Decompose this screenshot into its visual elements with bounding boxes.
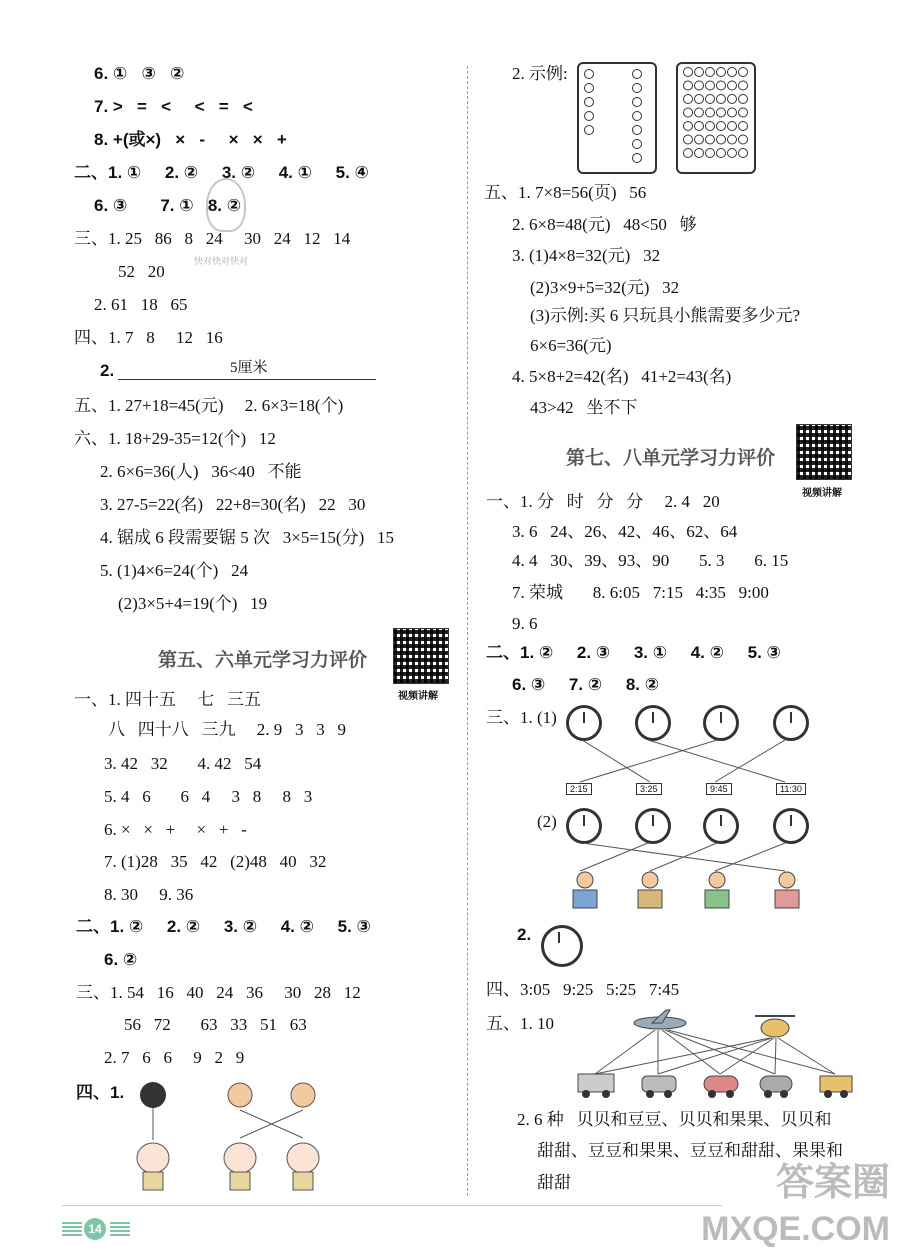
child-icon	[705, 872, 729, 908]
answer-line: 2. 7 6 6 9 2 9	[104, 1048, 245, 1067]
dot-arrays	[577, 62, 753, 172]
clock-icon	[703, 808, 739, 844]
child-icon	[573, 872, 597, 908]
answer-line: 三、1. 54 16 40 24 36 30 28 12	[76, 983, 361, 1002]
answer-line: 9. 6	[512, 614, 538, 633]
dot	[728, 68, 737, 77]
time-box: 11:30	[776, 783, 806, 795]
dot	[717, 68, 726, 77]
answer-line: 56 72 63 33 51 63	[124, 1015, 307, 1034]
answer-line: 6×6=36(元)	[530, 336, 612, 355]
pig-icon	[287, 1143, 319, 1173]
truck-icon	[578, 1074, 614, 1098]
dot	[728, 95, 737, 104]
footer-decoration	[62, 1222, 82, 1236]
dot	[684, 108, 693, 117]
dot	[706, 68, 715, 77]
dot	[695, 149, 704, 158]
answer-line: 3. 6 24、26、42、46、62、64	[512, 522, 738, 541]
dot	[695, 81, 704, 90]
page-number: 14	[84, 1218, 106, 1240]
answer-line: 6. × × + × + -	[104, 820, 247, 839]
answer-line: 甜甜、豆豆和果果、豆豆和甜甜、果果和	[537, 1141, 843, 1160]
footer-rule	[62, 1205, 722, 1206]
dot	[706, 108, 715, 117]
pig-icon	[137, 1143, 169, 1173]
dot	[717, 95, 726, 104]
dot	[695, 135, 704, 144]
dot	[706, 135, 715, 144]
answer-line: 六、1. 18+29-35=12(个) 12	[74, 429, 276, 448]
answer-line: (2)	[537, 812, 557, 831]
answer-line: 2. 6×6=36(人) 36<40 不能	[100, 462, 302, 481]
dot	[728, 135, 737, 144]
answer-line: 五、1. 27+18=45(元) 2. 6×3=18(个)	[74, 396, 344, 415]
dot	[695, 95, 704, 104]
dot	[695, 108, 704, 117]
watermark-url: MXQE.COM	[701, 1210, 890, 1248]
answer-line: 4. 锯成 6 段需要锯 5 次 3×5=15(分) 15	[100, 528, 394, 547]
dot	[585, 112, 594, 121]
dot	[585, 70, 594, 79]
answer-line: 八 四十八 三九 2. 9 3 3 9	[108, 720, 346, 739]
section-title: 第七、八单元学习力评价	[566, 448, 776, 469]
page-footer	[62, 1218, 182, 1240]
answer-line: 2.	[100, 361, 115, 380]
answer-line: 甜甜	[537, 1173, 571, 1192]
dot	[633, 140, 642, 149]
answer-line: 4. 4 30、39、93、90 5. 3 6. 15	[512, 551, 789, 570]
dot	[717, 122, 726, 131]
clock-icon	[773, 705, 809, 741]
dot	[684, 135, 693, 144]
answer-line: 5. (1)4×6=24(个) 24	[100, 561, 249, 580]
matching-lines	[560, 740, 820, 784]
bulldozer-icon	[820, 1076, 852, 1098]
qr-caption: 视频讲解	[802, 488, 842, 499]
answer-line: 6. ③ 7. ② 8. ②	[512, 675, 660, 694]
car-icon	[760, 1076, 792, 1098]
qr-code[interactable]	[796, 424, 852, 480]
answer-line: 三、1. (1)	[486, 708, 557, 727]
column-divider	[467, 66, 468, 1196]
clock-icon	[703, 705, 739, 741]
answer-line: 2.	[517, 925, 532, 944]
answer-line: (3)示例:买 6 只玩具小熊需要多少元?	[530, 306, 801, 325]
helicopter-icon	[755, 1016, 795, 1037]
answer-line: 一、1. 分 时 分 分 2. 4 20	[486, 492, 720, 511]
dot	[717, 81, 726, 90]
answer-line: 6. ②	[104, 950, 138, 969]
clock-icon	[541, 925, 583, 967]
answer-line: 6. ① ③ ②	[94, 64, 185, 83]
section-title: 第五、六单元学习力评价	[158, 650, 368, 671]
answer-line: 四、1.	[76, 1083, 125, 1102]
clock-icon	[566, 705, 602, 741]
answer-line: 3. (1)4×8=32(元) 32	[512, 246, 661, 265]
time-box: 9:45	[706, 783, 732, 795]
answer-line: 五、1. 7×8=56(页) 56	[484, 183, 647, 202]
dot	[739, 122, 748, 131]
child-icon	[775, 872, 799, 908]
answer-line: 2. 示例:	[512, 64, 568, 83]
answer-line: 7. 荣城 8. 6:05 7:15 4:35 9:00	[512, 583, 769, 602]
stamp-logo: 快对快对快对	[192, 178, 264, 278]
answer-line: 3. 27-5=22(名) 22+8=30(名) 22 30	[100, 495, 366, 514]
answer-line: 二、1. ① 2. ② 3. ② 4. ① 5. ④	[74, 163, 369, 182]
dot	[695, 122, 704, 131]
dot	[717, 149, 726, 158]
answer-line: 二、1. ② 2. ③ 3. ① 4. ② 5. ③	[486, 643, 781, 662]
answer-line: 5. 4 6 6 4 3 8 8 3	[104, 787, 313, 806]
dot	[684, 81, 693, 90]
dot	[684, 68, 693, 77]
clock-icon	[635, 808, 671, 844]
answer-line: 52 20	[118, 262, 165, 281]
matching-lines	[560, 843, 820, 873]
balloon-icon	[140, 1082, 166, 1108]
answer-line: 四、3:05 9:25 5:25 7:45	[486, 980, 680, 999]
dot	[695, 68, 704, 77]
dot	[739, 135, 748, 144]
time-box: 2:15	[566, 783, 592, 795]
dot	[728, 149, 737, 158]
dot	[633, 112, 642, 121]
ruler-line	[118, 379, 376, 380]
answer-line: 8. +(或×) × - × × +	[94, 130, 287, 149]
dot	[684, 95, 693, 104]
dot	[739, 149, 748, 158]
answer-line: (2)3×5+4=19(个) 19	[118, 594, 268, 613]
matching-illustration	[125, 1080, 345, 1195]
dot	[633, 84, 642, 93]
car-icon	[642, 1076, 676, 1098]
dot	[706, 122, 715, 131]
dot	[739, 95, 748, 104]
answer-line: 4. 5×8+2=42(名) 41+2=43(名)	[512, 367, 732, 386]
kids-illustration	[565, 870, 805, 915]
dot	[728, 122, 737, 131]
ruler-label: 5厘米	[230, 360, 268, 376]
dot	[684, 122, 693, 131]
qr-code[interactable]	[393, 628, 449, 684]
dot	[706, 81, 715, 90]
answer-line: 2. 61 18 65	[94, 295, 188, 314]
answer-line: 3. 42 32 4. 42 54	[104, 754, 262, 773]
clock-icon	[566, 808, 602, 844]
answer-line: 7. (1)28 35 42 (2)48 40 32	[104, 852, 327, 871]
dot	[739, 108, 748, 117]
footer-decoration	[110, 1222, 130, 1236]
airplane-icon	[634, 1010, 686, 1029]
dot	[739, 68, 748, 77]
dot	[633, 98, 642, 107]
answer-line: 7. > = < < = <	[94, 97, 253, 116]
dot	[633, 154, 642, 163]
answer-line: 43>42 坐不下	[530, 398, 638, 417]
boy-icon	[291, 1083, 315, 1107]
girl-icon	[228, 1083, 252, 1107]
dot	[633, 126, 642, 135]
dot	[728, 108, 737, 117]
qr-caption: 视频讲解	[398, 691, 438, 702]
time-box: 3:25	[636, 783, 662, 795]
answer-line: 五、1. 10	[486, 1014, 554, 1033]
answer-line: (2)3×9+5=32(元) 32	[530, 278, 680, 297]
answer-line: 6. ③ 7. ① 8. ②	[94, 196, 242, 215]
dot	[728, 81, 737, 90]
vehicle-matching-illustration	[570, 1008, 870, 1103]
dot	[633, 70, 642, 79]
dot	[585, 126, 594, 135]
answer-line: 2. 6×8=48(元) 48<50 够	[512, 215, 697, 234]
answer-line: 三、1. 25 86 8 24 30 24 12 14	[74, 229, 351, 248]
dot	[739, 81, 748, 90]
dot	[585, 98, 594, 107]
answer-line: 8. 30 9. 36	[104, 885, 194, 904]
watermark-logo: 答案圈	[775, 1162, 890, 1204]
answer-line: 二、1. ② 2. ② 3. ② 4. ② 5. ③	[76, 917, 371, 936]
car-icon	[704, 1076, 738, 1098]
dot	[706, 95, 715, 104]
dot	[706, 149, 715, 158]
answer-line: 四、1. 7 8 12 16	[74, 328, 223, 347]
pig-icon	[224, 1143, 256, 1173]
answer-line: 2. 6 种 贝贝和豆豆、贝贝和果果、贝贝和	[517, 1110, 832, 1129]
clock-icon	[773, 808, 809, 844]
answer-line: 一、1. 四十五 七 三五	[74, 690, 261, 709]
dot	[717, 108, 726, 117]
dot	[585, 84, 594, 93]
clock-icon	[635, 705, 671, 741]
child-icon	[638, 872, 662, 908]
dot	[717, 135, 726, 144]
dot	[684, 149, 693, 158]
